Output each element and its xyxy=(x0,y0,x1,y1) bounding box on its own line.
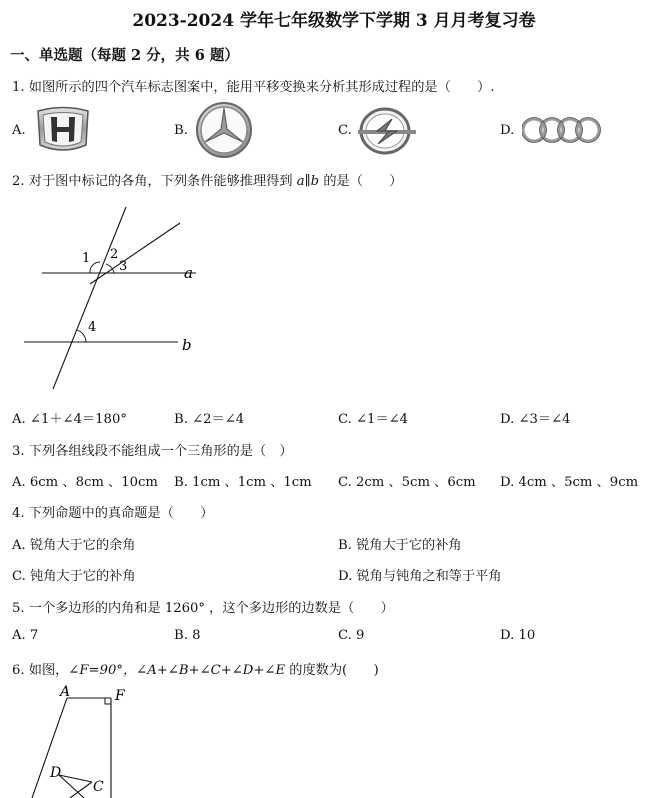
q4-option-d: D. 锐角与钝角之和等于平角 xyxy=(338,569,502,584)
segment-a-left xyxy=(32,698,67,798)
q2-option-d: D. ∠3＝∠4 xyxy=(500,412,571,427)
question-3-stem: 3. 下列各组线段不能组成一个三角形的是（ ） xyxy=(12,444,293,459)
q2-option-b: B. ∠2＝∠4 xyxy=(174,412,245,427)
audi-rings-logo-icon xyxy=(522,114,602,146)
q1-option-c-label: C. xyxy=(338,123,352,138)
page-title: 2023-2024 学年七年级数学下学期 3 月月考复习卷 xyxy=(132,11,536,31)
q1-option-b-label: B. xyxy=(174,123,188,138)
angle-3-label: 3 xyxy=(119,259,128,274)
q3-option-c: C. 2cm 、5cm 、6cm xyxy=(338,475,476,490)
angle-4-label: 4 xyxy=(88,320,97,335)
q5-option-d: D. 10 xyxy=(500,628,536,643)
vertex-c-label: C xyxy=(93,779,104,795)
q3-option-a: A. 6cm 、8cm 、10cm xyxy=(12,475,158,490)
question-2-stem xyxy=(12,170,402,189)
q6-stem-math: ∠F=90°，∠A+∠B+∠C+∠D+∠E xyxy=(68,663,286,678)
q3-option-d: D. 4cm 、5cm 、9cm xyxy=(500,475,639,490)
opel-logo-icon xyxy=(356,106,418,156)
question-5-stem: 5. 一个多边形的内角和是 1260° ，这个多边形的边数是（ ） xyxy=(12,601,394,616)
q1-option-d-label: D. xyxy=(500,123,515,138)
q2-parallel-lines-figure xyxy=(18,200,208,395)
q5-option-c: C. 9 xyxy=(338,628,365,643)
q2-stem-text: 2. 对于图中标记的各角，下列条件能够推理得到 xyxy=(12,174,297,189)
right-angle-mark xyxy=(105,698,111,704)
question-4-stem: 4. 下列命题中的真命题是（ ） xyxy=(12,506,214,521)
honda-logo-icon xyxy=(34,105,92,153)
q6-stem-end: 的度数为( ) xyxy=(285,663,379,678)
q3-option-b: B. 1cm 、1cm 、1cm xyxy=(174,475,312,490)
q6-polygon-figure xyxy=(20,682,130,798)
question-1-stem: 1. 如图所示的四个汽车标志图案中，能用平移变换来分析其形成过程的是（ ）. xyxy=(12,80,495,95)
vertex-d-label: D xyxy=(50,765,62,781)
transversal-line xyxy=(53,207,126,389)
line-a-label: a xyxy=(184,264,193,282)
angle-2-label: 2 xyxy=(110,247,119,262)
mercedes-logo-icon xyxy=(195,101,253,159)
vertex-a-label: A xyxy=(60,684,71,700)
q6-stem-text: 6. 如图， xyxy=(12,663,69,678)
q2-option-c: C. ∠1＝∠4 xyxy=(338,412,409,427)
q2-stem-math: a∥b xyxy=(296,174,320,189)
q4-option-c: C. 钝角大于它的补角 xyxy=(12,569,136,584)
q4-option-a: A. 锐角大于它的余角 xyxy=(12,538,136,553)
line-b-label: b xyxy=(182,336,192,354)
angle-1-label: 1 xyxy=(82,251,91,266)
q2-stem-end: 的是（ ） xyxy=(319,174,403,189)
question-6-stem xyxy=(12,659,379,678)
vertex-f-label: F xyxy=(115,688,125,704)
q4-option-b: B. 锐角大于它的补角 xyxy=(338,538,462,553)
section-heading: 一、单选题（每题 2 分，共 6 题） xyxy=(10,47,239,64)
q5-option-a: A. 7 xyxy=(12,628,39,643)
q5-option-b: B. 8 xyxy=(174,628,201,643)
q2-option-a: A. ∠1＋∠4＝180° xyxy=(12,412,127,427)
ray-line xyxy=(90,223,180,284)
q1-option-a-label: A. xyxy=(12,123,26,138)
